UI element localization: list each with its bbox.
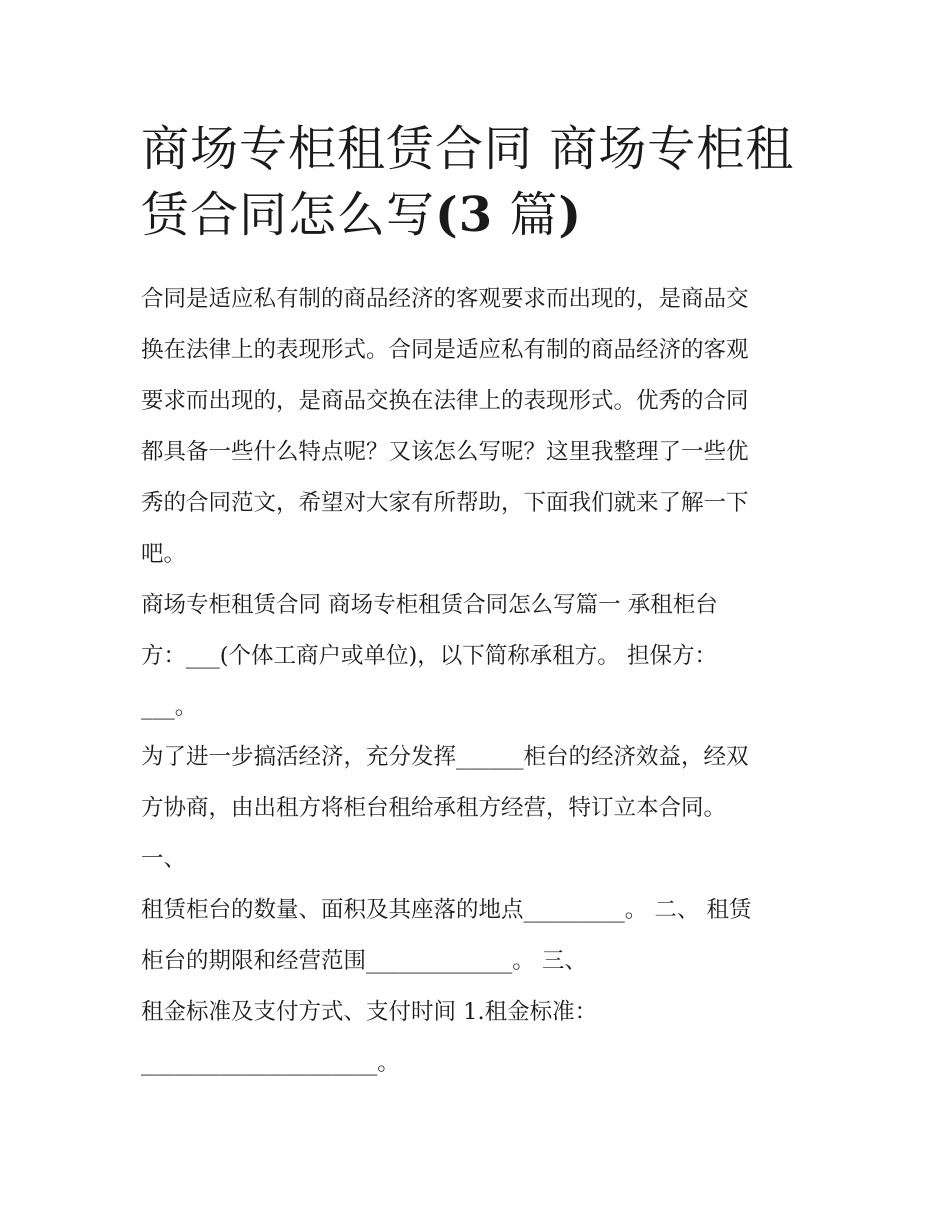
body-line: 方：___(个体工商户或单位)，以下简称承租方。 担保方：: [141, 643, 717, 669]
title-count-open: (3: [435, 187, 494, 243]
title-count-close: ): [558, 187, 583, 243]
body-line: 柜台的期限和经营范围_____________。 三、: [141, 948, 587, 974]
title-line-1: 商场专柜租赁合同 商场专柜租: [141, 121, 795, 177]
body-line: 吧。: [141, 541, 187, 567]
body-line: 方协商，由出租方将柜台租给承租方经营，特订立本合同。: [141, 795, 727, 821]
title-count-unit: 篇: [493, 187, 559, 243]
body-line: 租赁柜台的数量、面积及其座落的地点_________。 二、 租赁: [141, 897, 752, 923]
section-heading-line: 商场专柜租赁合同 商场专柜租赁合同怎么写篇一 承租柜台: [141, 592, 718, 618]
body-line: 秀的合同范文，希望对大家有所帮助，下面我们就来了解一下: [141, 490, 749, 516]
clause-number: 一、: [141, 846, 187, 872]
body-line: ___。: [141, 694, 198, 720]
body-line: 换在法律上的表现形式。合同是适应私有制的商品经济的客观: [141, 337, 749, 363]
body-line: _____________________。: [141, 1050, 400, 1076]
body-line: 为了进一步搞活经济，充分发挥______柜台的经济效益，经双: [141, 744, 749, 770]
body-line: 要求而出现的，是商品交换在法律上的表现形式。优秀的合同: [141, 388, 749, 414]
body-line: 都具备一些什么特点呢？又该怎么写呢？这里我整理了一些优: [141, 439, 749, 465]
title-line-2-prefix: 赁合同怎么写: [141, 187, 436, 243]
document-title: [141, 116, 821, 248]
body-line: 租金标准及支付方式、支付时间 1.租金标准：: [141, 999, 598, 1025]
body-line: 合同是适应私有制的商品经济的客观要求而出现的，是商品交: [141, 286, 749, 312]
